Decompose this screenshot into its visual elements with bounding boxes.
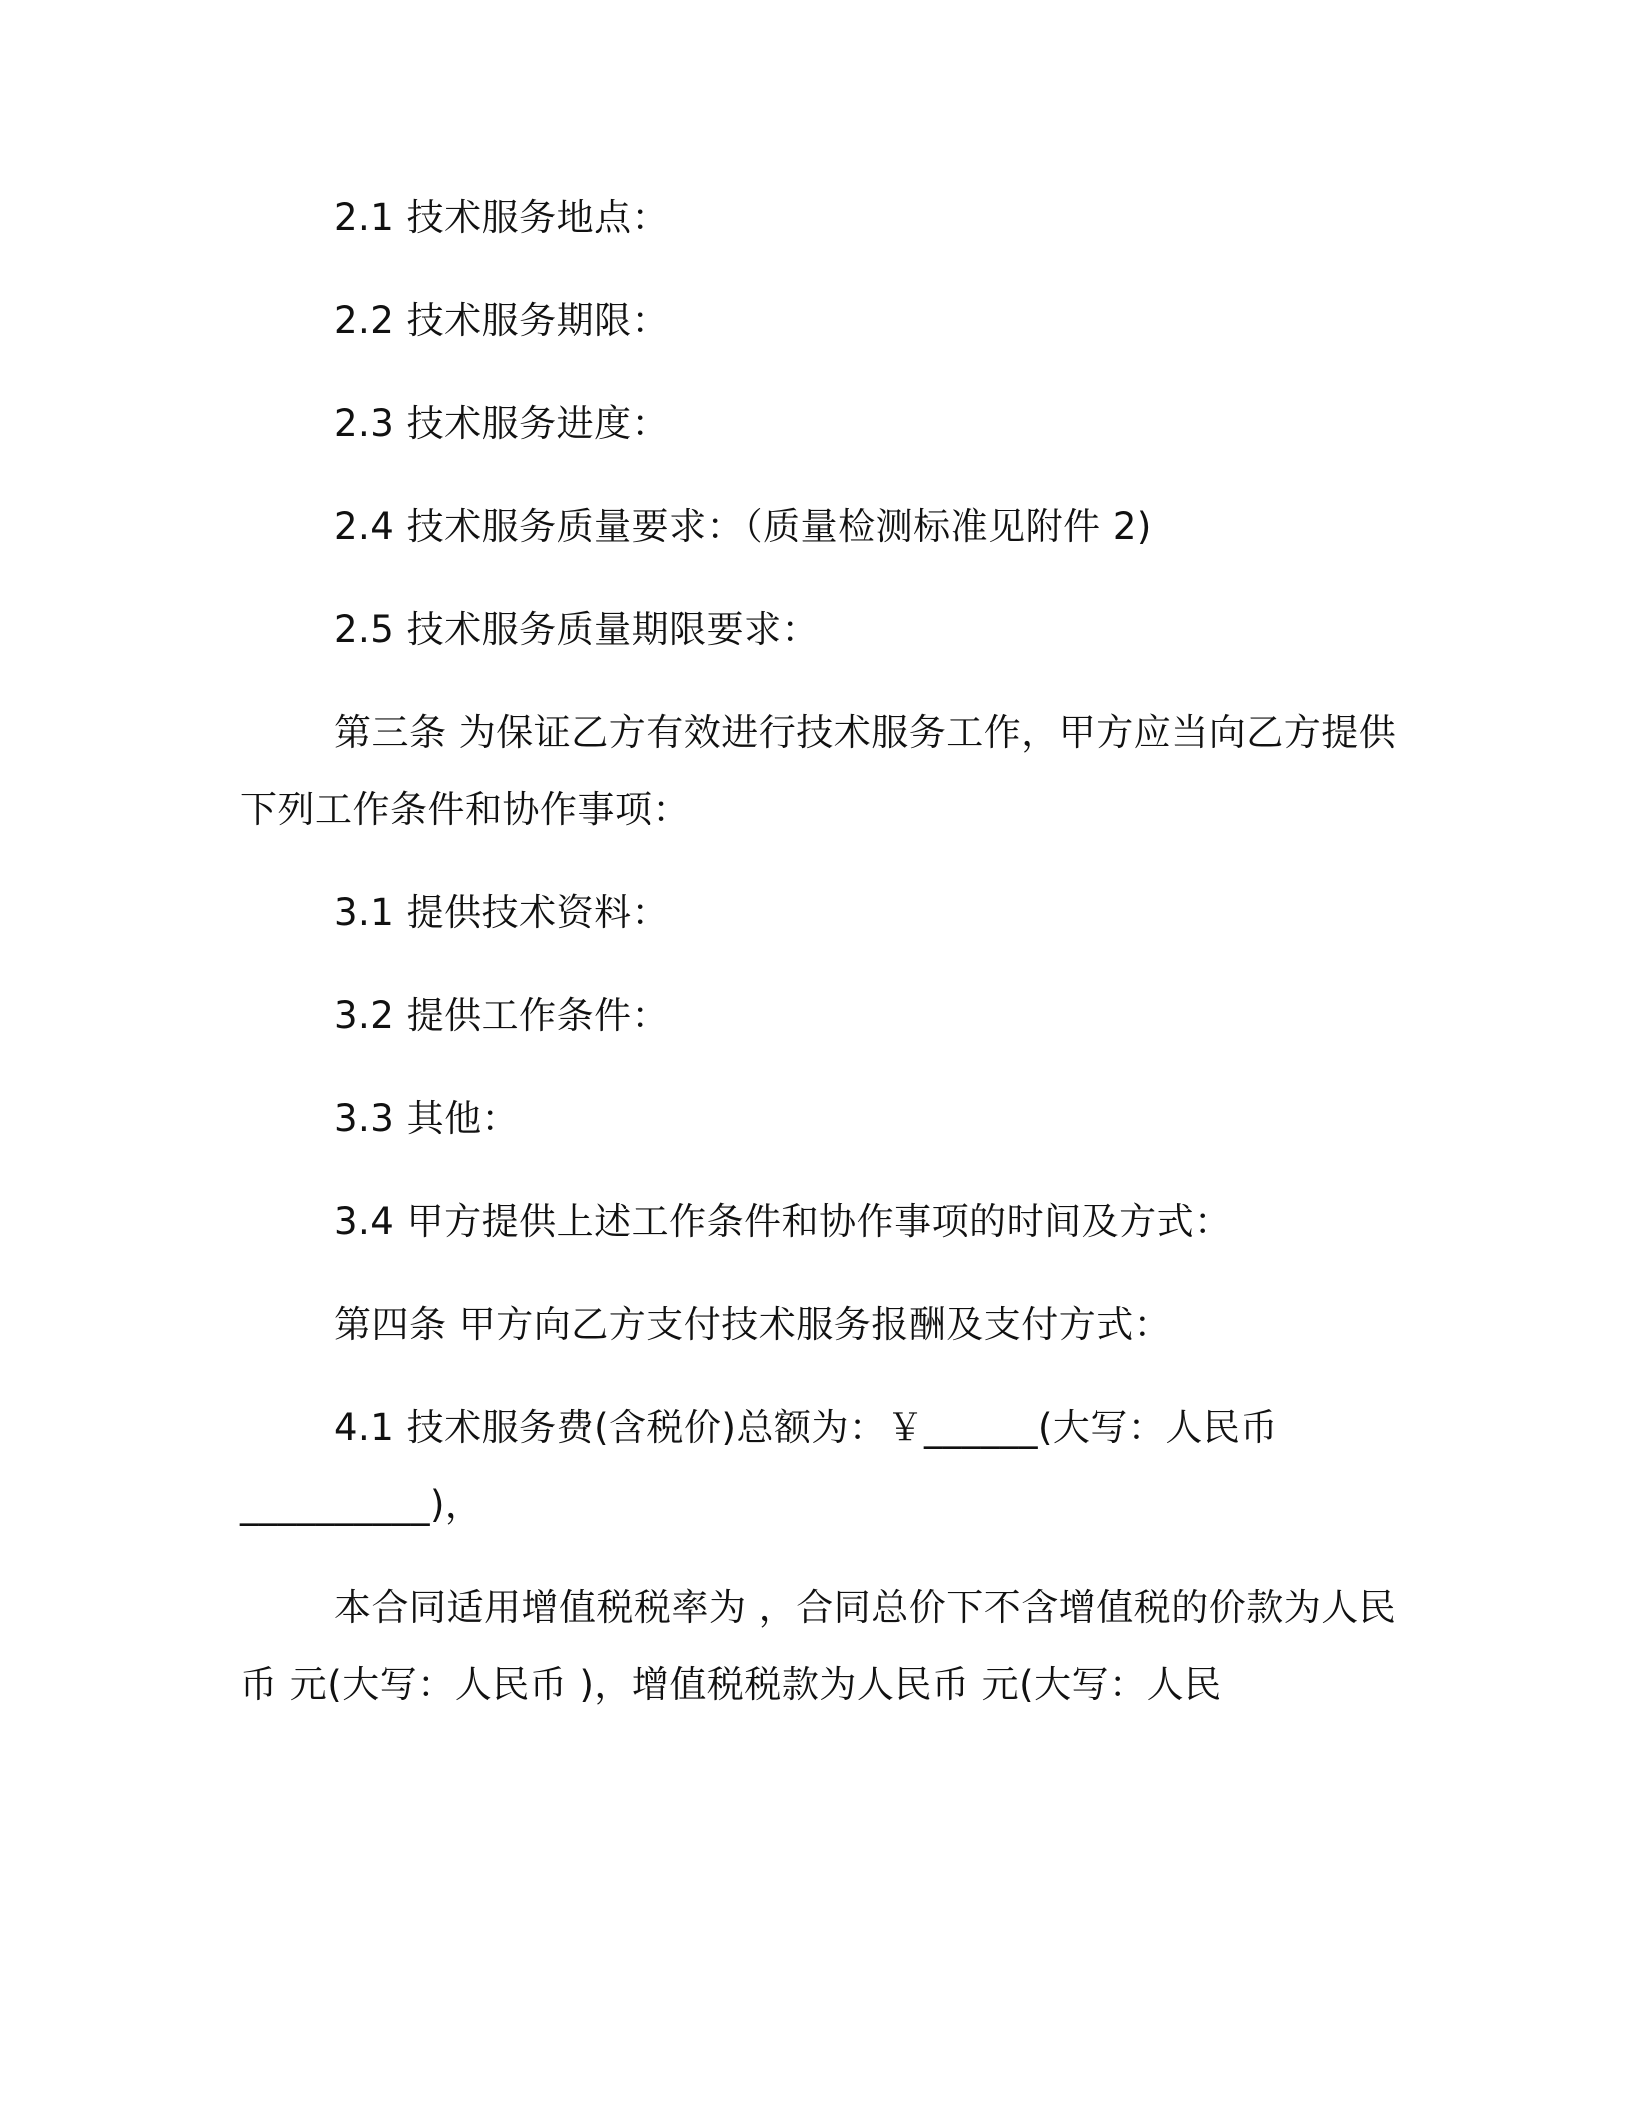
clause-3-1: 3.1 提供技术资料： [334, 891, 670, 934]
article-3-line-1: 第三条 为保证乙方有效进行技术服务工作，甲方应当向乙方提供 [334, 711, 1397, 754]
tax-paragraph-line-2: 币 元(大写：人民币 )，增值税税款为人民币 元(大写：人民 [240, 1663, 1222, 1706]
tax-paragraph-line-1: 本合同适用增值税税率为 ，合同总价下不含增值税的价款为人民 [334, 1586, 1397, 1629]
clause-4-1-line-1: 4.1 技术服务费(含税价)总额为：￥______(大写：人民币 [334, 1406, 1278, 1449]
clause-3-4: 3.4 甲方提供上述工作条件和协作事项的时间及方式： [334, 1200, 1232, 1243]
clause-2-1: 2.1 技术服务地点： [334, 196, 670, 239]
clause-2-2: 2.2 技术服务期限： [334, 299, 670, 342]
article-4: 第四条 甲方向乙方支付技术服务报酬及支付方式： [334, 1303, 1172, 1346]
clause-2-3: 2.3 技术服务进度： [334, 402, 670, 445]
clause-2-4: 2.4 技术服务质量要求：（质量检测标准见附件 2) [334, 505, 1152, 548]
clause-3-3: 3.3 其他： [334, 1097, 520, 1140]
article-3-line-2: 下列工作条件和协作事项： [240, 788, 690, 831]
clause-2-5: 2.5 技术服务质量期限要求： [334, 608, 820, 651]
clause-3-2: 3.2 提供工作条件： [334, 994, 670, 1037]
clause-4-1-line-2: __________)， [240, 1483, 483, 1526]
